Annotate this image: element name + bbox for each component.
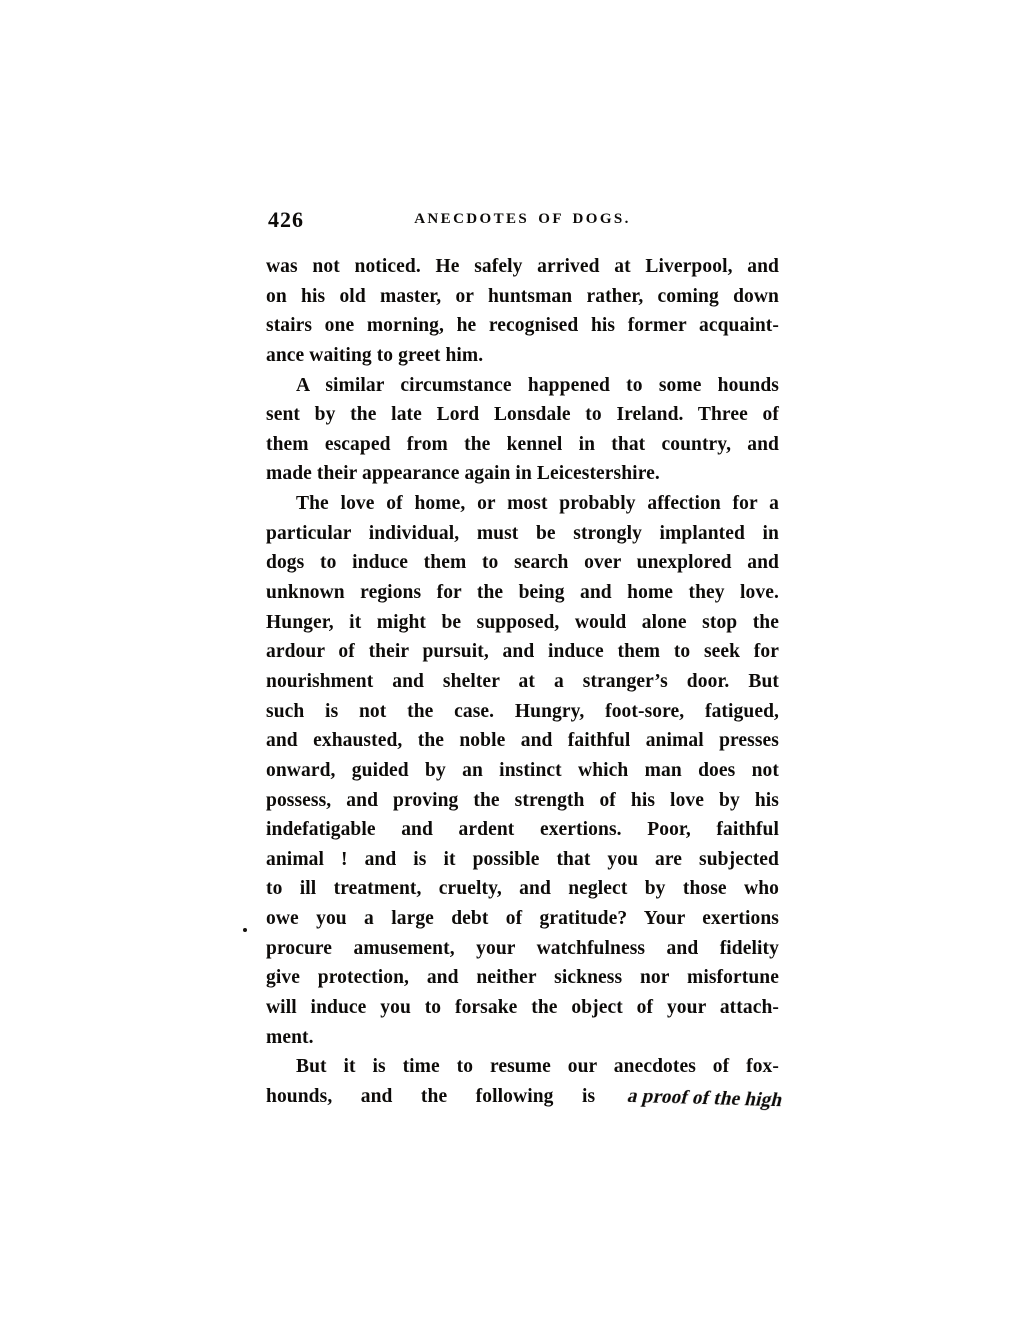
- text-line: animal ! and is it possible that you are subjected: [266, 848, 779, 870]
- text-line: But it is time to resume our anecdotes of fox-: [296, 1056, 779, 1078]
- text-line: possess, and proving the strength of his love by his: [266, 789, 779, 811]
- text-line: stairs one morning, he recognised his former acquaint-: [266, 315, 779, 337]
- text-line: ment.: [266, 1026, 314, 1048]
- text-line: to ill treatment, cruelty, and neglect by those who: [266, 878, 779, 900]
- text-line: Hunger, it might be supposed, would alone stop the: [266, 611, 779, 633]
- text-line: them escaped from the kennel in that country, and: [266, 433, 779, 455]
- text-line: onward, guided by an instinct which man does not: [266, 759, 779, 781]
- text-line: such is not the case. Hungry, foot-sore, fatigued,: [266, 700, 779, 722]
- text-line: procure amusement, your watchfulness and fidelity: [266, 937, 779, 959]
- text-line: particular individual, must be strongly implanted in: [266, 522, 779, 544]
- text-line: nourishment and shelter at a stranger’s door. But: [266, 670, 779, 692]
- text-line: and exhausted, the noble and faithful animal presses: [266, 730, 779, 752]
- text-line: indefatigable and ardent exertions. Poor, faithful: [266, 819, 779, 841]
- text-line: was not noticed. He safely arrived at Liverpool, and: [266, 256, 779, 277]
- text-line: dogs to induce them to search over unexplored and: [266, 552, 779, 574]
- text-block: [266, 252, 785, 1112]
- text-line: on his old master, or huntsman rather, coming down: [266, 285, 779, 307]
- page-number: 426: [268, 207, 304, 232]
- running-title: ANECDOTES OF DOGS.: [414, 211, 631, 227]
- text-line: give protection, and neither sickness nor misfortune: [266, 967, 779, 989]
- text-line: The love of home, or most probably affection for a: [296, 493, 779, 515]
- text-line: [266, 1082, 785, 1112]
- text-line-head: hounds, and the following is: [266, 1085, 624, 1107]
- warped-scan-text: a proof of the high: [624, 1085, 785, 1112]
- text-line: will induce you to forsake the object of your attach-: [266, 997, 779, 1019]
- text-line: A similar circumstance happened to some hounds: [296, 374, 779, 396]
- text-line: unknown regions for the being and home they love.: [266, 582, 779, 604]
- text-line: owe you a large debt of gratitude? Your exertions: [266, 908, 779, 930]
- text-line: ardour of their pursuit, and induce them to seek for: [266, 641, 779, 663]
- text-line: ance waiting to greet him.: [266, 344, 484, 366]
- text-line: made their appearance again in Leicestershire.: [266, 463, 660, 485]
- scan-artifact-dot: [243, 928, 247, 932]
- text-line: sent by the late Lord Lonsdale to Ireland. Three of: [266, 404, 779, 426]
- page-header: [266, 207, 779, 231]
